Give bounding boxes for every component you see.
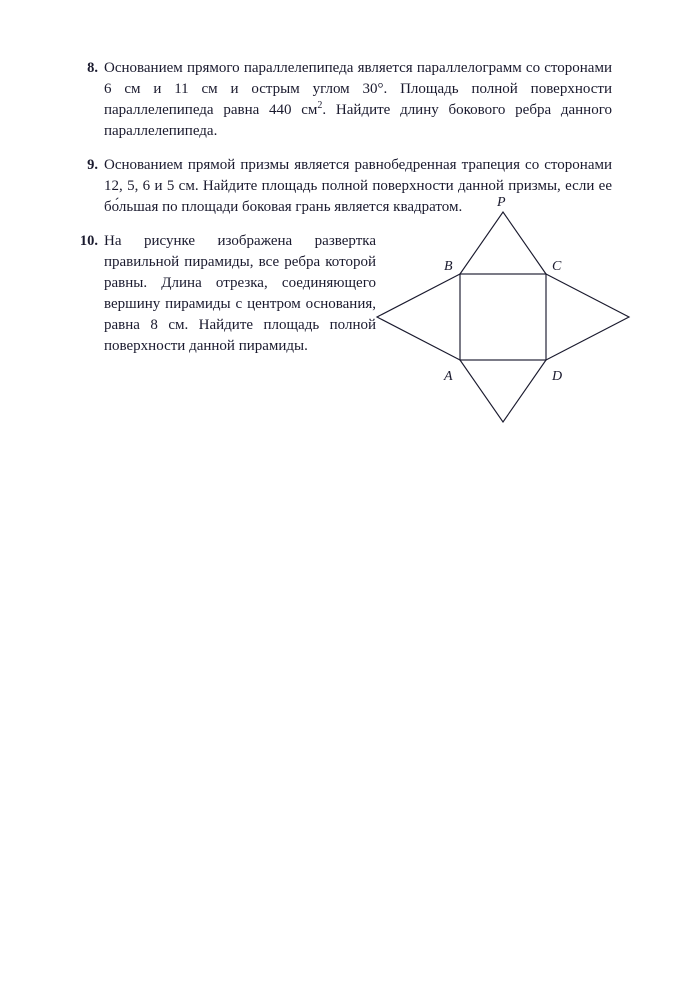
label-C: C	[552, 259, 562, 274]
label-A: A	[444, 369, 453, 384]
label-B: B	[444, 259, 453, 274]
problem-text: На рисунке изображена развертка правильной пирамиды, все ребра которой равны. Длина отрезка, соединяющего вершину пирамиды с центром основания, равна 8 см. Найдите площадь полной поверхности данной пирамиды.	[104, 233, 376, 354]
problem-text-part-2: . Найдите длину бокового ребра данного параллелепипеда.	[104, 102, 612, 139]
problem-number: 9.	[87, 157, 98, 173]
superscript-square: 2	[317, 100, 323, 111]
problem-item-8	[72, 58, 612, 142]
problem-number: 10.	[79, 233, 98, 249]
net-lines	[377, 212, 629, 422]
problem-text	[104, 58, 612, 142]
pyramid-net-figure	[372, 194, 634, 442]
label-P: P	[497, 195, 506, 210]
problem-text: Основанием прямой призмы является равнобедренная трапеция со сторонами 12, 5, 6 и 5 см. Найдите площадь полной поверхности данной призмы, если ее бо́льшая по площади боковая грань является квадратом.	[104, 157, 612, 215]
label-D: D	[552, 369, 563, 384]
problem-number: 8.	[87, 60, 98, 76]
problem-text-part-1: Основанием прямого параллелепипеда является параллелограмм со сторонами 6 см и 11 см и острым углом 30°. Площадь полной поверхности параллелепипеда равна 440 см	[104, 60, 612, 118]
